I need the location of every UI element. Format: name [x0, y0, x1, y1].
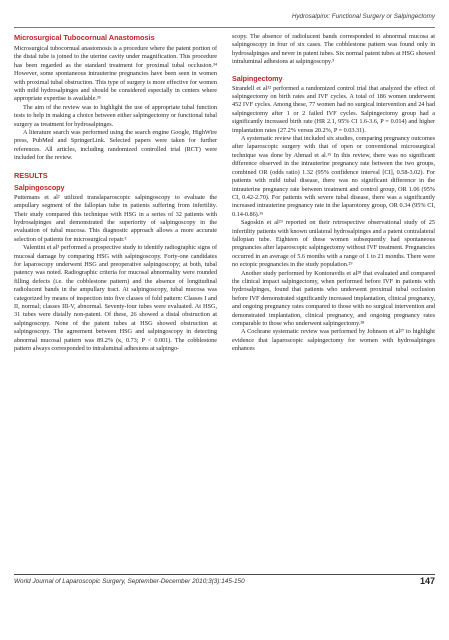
running-head: Hydrosalpinx: Functional Surgery or Salpingectomy: [291, 13, 435, 20]
paragraph: The aim of the review was to highlight the use of appropriate tubal function tests to help in making a choice between either salpingectomy or functional tubal surgery as treatment for hydrosalpinges.: [14, 103, 217, 128]
journal-citation: World Journal of Laparoscopic Surgery, September-December 2010;3(3):145-150: [14, 578, 245, 585]
section-heading-microsurgical: Microsurgical Tubocornual Anastomosis: [14, 33, 155, 42]
paragraph: Sagoskin et al²⁹ reported on their retrospective observational study of 25 infertility patients with known unilateral hydrosalpinges and a patent contralateral fallopian tube. Eighteen of these women subsequently had spontaneous pregnancies after laparoscopic salpingectomy without IVF treatment. Pregnancies occurred in an average of 5.6 months with a range of 1 to 21 months. There were no ectopic pregnancies in the study population.²⁹: [232, 219, 435, 269]
paragraph: Puttemans et al² utilized translaparoscopic salpingoscopy to evaluate the ampullary segment of the fallopian tube in patients suffering from infertility. Their study compared this technique with HSG in a series of 32 patients with hydrosalpinges and demonstrated the superiority of salpingoscopy in the evaluation of tubal mucosa. This diagnostic approach allows a more accurate selection of patients for microsurgical repair.³: [14, 193, 217, 243]
paragraph: Strandell et al³² performed a randomized control trial that analyzed the effect of salpingectomy on birth rates and IVF cycles. A total of 186 women underwent 452 IVF cycles. Among these, 77 women had no surgical intervention and 24 had salpingectomy after 1 or 2 failed IVF cycles. Salpingectomy group had a significantly increased birth rate (HR 2.1, 95% CI 1.6-3.6, P = 0.014) and higher implantation rates (27.2% versus 20.2%, P = 0.03.31).: [232, 84, 435, 134]
left-column: [14, 33, 217, 353]
page-number: 147: [419, 576, 435, 586]
paragraph: A systematic review that included six studies, comparing pregnancy outcomes after laparoscopic surgery with that of open or conventional microsurgical technique was done by Ahmad et al.¹⁵ In this review, there was no significant difference observed in the intrauterine pregnancy rate between the two groups, combined OR (odds ratio) 1.32 (95% confidence interval [CI], 0.58-3.02). For patients with mild tubal disease, there was no significant difference in the intrauterine pregnancy rate between treatment and control group, OR 1.06 (95% CI, 0.42-2.70). For patients with severe tubal disease, there was a significantly increased intrauterine pregnancy rate in the laparotomy group, OR 0.34 (95% CI, 0.14-0.86).¹⁵: [232, 135, 435, 218]
subheading-salpingoscopy: Salpingoscopy: [14, 182, 65, 192]
paragraph: Microsurgical tubocornual anastomosis is a procedure where the patent portion of the distal tube is joined to the uterine cavity under magnification. This procedure has been regarded as the standard treatment for proximal tubal occlusion.³⁴ However, some spontaneous intrauterine pregnancies have been seen in women with proximal tubal obstruction. This type of surgery is more effective for women with mild hydrosalpinges and should be considered especially in centers where appropriate expertise is available.³⁵: [14, 45, 217, 103]
subheading-salpingectomy: Salpingectomy: [232, 73, 283, 83]
header-divider: [14, 27, 435, 28]
right-column: [232, 33, 435, 354]
footer-divider: [14, 574, 435, 575]
paragraph: scopy. The absence of radiolucent bands corresponded to abnormal mucosa at salpingoscopy in four of six cases. The cobblestone pattern was found only in hydrosalpinges and never in patent tubes. Six normal patent tubes at HSG showed intraluminal adhesions at salpingoscopy.³: [232, 33, 435, 66]
paragraph: A literature search was performed using the search engine Google, HighWire press, PubMed and SpringerLink. Selected papers were taken for further references. All articles, including randomized controlled trial (RCT) were included for the review.: [14, 129, 217, 162]
paragraph: Another study performed by Kontoravdis et al²⁸ that evaluated and compared the clinical impact salpingectomy, when performed before IVF in patients with hydrosalpinges, found that patients who underwent proximal tubal occlusion before IVF demonstrated significantly increased implantation, clinical pregnancy, and ongoing pregnancy rates compared to those with no surgical intervention and demonstrated implantation, clinical pregnancy, and ongoing pregnancy rates comparable to those who underwent salpingectomy.²⁸: [232, 269, 435, 327]
paragraph: Valentini et al³ performed a prospective study to identify radiographic signs of mucosal damage by comparing HSG with salpingoscopy. Forty-one candidates for laparoscopy underwent HSG and preoperative salpingoscopy; at both, tubal patency was noted. Radiographic criteria for mucosal abnormality were rounded filling defects (i.e. the cobblestone pattern) and the absence of longitudinal radiolucent bands in the ampullary tract. At salpingoscopy, tubal mucosa was categorized by means of inspection into five classes of fold pattern: Classes I and II, normal; classes III-V, abnormal. Seventy-four tubes were evaluated. At HSG, 31 tubes were distally non-patent. Of these, 26 showed a distal obstruction at salpingoscopy. None of the patent tubes at HSG showed obstruction at salpingoscopy. The agreement between HSG and salpingoscopy in detecting abnormal mucosal pattern was 89.2% (κ, 0.73; P < 0.001). The cobblestone pattern always corresponded to intraluminal adhesions at salpingo-: [14, 244, 217, 352]
section-heading-results: RESULTS: [14, 170, 48, 180]
paragraph: A Cochrane systematic review was performed by Johnson et al²⁷ to highlight evidence that laparoscopic salpingectomy for women with hydrosalpinges enhances: [232, 328, 435, 353]
